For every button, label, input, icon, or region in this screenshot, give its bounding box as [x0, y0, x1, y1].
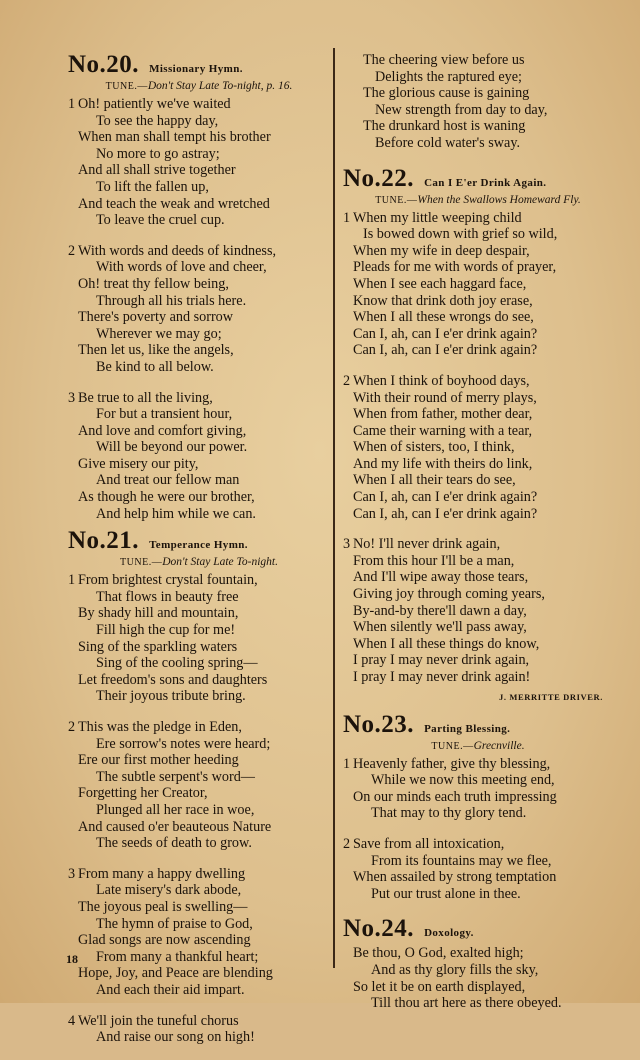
- column-divider: [333, 48, 335, 968]
- tune-line: [343, 740, 613, 752]
- verse-line: When man shall tempt his brother: [78, 129, 271, 146]
- verse-line: When assailed by strong temptation: [353, 869, 557, 886]
- verse-line: When silently we'll pass away,: [353, 619, 527, 636]
- verse-line: Wherever we may go;: [96, 325, 222, 342]
- verse-line: When I all these things do know,: [353, 635, 540, 652]
- hymn-number: No.21.: [68, 527, 140, 555]
- verse-line: 3 Be true to all the living,: [68, 389, 213, 406]
- verse-line: The seeds of death to grow.: [96, 835, 252, 852]
- verse-line: No more to go astray;: [96, 145, 220, 162]
- verse-line: By-and-by there'll dawn a day,: [353, 602, 527, 619]
- verse-line: 2 When I think of boyhood days,: [343, 372, 530, 389]
- verse-line: And raise our song on high!: [96, 1029, 255, 1046]
- verse-line: The drunkard host is waning: [363, 118, 526, 135]
- hymn-header: [343, 712, 613, 737]
- verse-line: That flows in beauty free: [96, 588, 239, 605]
- verse-line: From its fountains may we flee,: [371, 852, 552, 869]
- hymn-header: [68, 528, 330, 553]
- verse: [68, 96, 330, 229]
- verse: [68, 719, 330, 852]
- hymn-20: [68, 52, 330, 522]
- verse-line: Be thou, O God, exalted high;: [353, 945, 524, 962]
- verse-number: 3: [68, 865, 76, 882]
- verse-line: There's poverty and sorrow: [78, 309, 234, 326]
- tune-name: Don't Stay Late To-night.: [162, 556, 278, 569]
- verse-line: And I'll wipe away those tears,: [353, 569, 529, 586]
- verse: [68, 243, 330, 376]
- verse-line: The joyous peal is swelling—: [78, 898, 248, 915]
- verse-line: When I all their tears do see,: [353, 472, 516, 489]
- hymn-24: [343, 916, 613, 1011]
- verse-line: Glad songs are now ascending: [78, 932, 251, 949]
- verse-number: 2: [343, 372, 351, 389]
- verse-line: To leave the cruel cup.: [96, 212, 225, 229]
- verse: [68, 390, 330, 523]
- verse-line: The cheering view before us: [363, 52, 525, 68]
- verse: [68, 572, 330, 705]
- verse-line: When I all these wrongs do see,: [353, 309, 534, 326]
- verse-number: 1: [68, 96, 76, 112]
- verse-line: Plunged all her race in woe,: [96, 801, 255, 818]
- verse-line: 2 Save from all intoxication,: [343, 835, 505, 852]
- verse-line: That may to thy glory tend.: [371, 805, 527, 822]
- verse-line: And love and comfort giving,: [78, 422, 247, 439]
- page-number: 18: [66, 952, 78, 966]
- verse-line: Till thou art here as there obeyed.: [371, 995, 562, 1012]
- verse-line: Before cold water's sway.: [375, 134, 521, 151]
- verse: [68, 866, 330, 999]
- verse: [343, 373, 613, 522]
- verse-line: 2 With words and deeds of kindness,: [68, 242, 277, 259]
- verse-line: Sing of the cooling spring—: [96, 655, 258, 672]
- verse-number: 3: [343, 536, 351, 553]
- verse-line: The hymn of praise to God,: [96, 915, 253, 932]
- verse-line: And each their aid impart.: [96, 981, 245, 998]
- verse-line: Can I, ah, can I e'er drink again?: [353, 489, 538, 506]
- verse-line: From this hour I'll be a man,: [353, 552, 515, 569]
- verse-line: The glorious cause is gaining: [363, 85, 530, 102]
- verse-line: 3 No! I'll never drink again,: [343, 536, 501, 553]
- verse-line: And help him while we can.: [96, 505, 256, 522]
- verse-line: When from father, mother dear,: [353, 406, 533, 423]
- tune-label: TUNE.—: [431, 740, 474, 752]
- hymn-23: [343, 712, 613, 903]
- tune-line: [68, 556, 330, 568]
- verse-line: 3 From many a happy dwelling: [68, 865, 246, 882]
- tune-name: Grecnville.: [473, 739, 525, 752]
- verse-line: And caused o'er beauteous Nature: [78, 818, 272, 835]
- hymn-header: [343, 916, 613, 941]
- verse-number: 2: [343, 835, 351, 852]
- tune-name: When the Swallows Homeward Fly.: [417, 193, 581, 206]
- verse-line: As though he were our brother,: [78, 489, 255, 506]
- verse-number: 4: [68, 1012, 76, 1029]
- verse-line: Fill high the cup for me!: [96, 622, 236, 639]
- verse: [343, 536, 613, 685]
- verse-line: The subtle serpent's word—: [96, 768, 255, 785]
- verse-line: 1 Heavenly father, give thy blessing,: [343, 755, 551, 772]
- verse-line: I pray I may never drink again!: [353, 669, 531, 685]
- verse-line: Giving joy through coming years,: [353, 586, 545, 603]
- verse-line: And all shall strive together: [78, 162, 236, 179]
- verse: [343, 836, 613, 902]
- verse-line: Let freedom's sons and daughters: [78, 671, 268, 688]
- left-column: [68, 52, 330, 1060]
- verse-line: When of sisters, too, I think,: [353, 439, 515, 456]
- tune-name: Don't Stay Late To-night, p. 16.: [147, 80, 293, 92]
- verse-line: Can I, ah, can I e'er drink again?: [353, 342, 538, 359]
- verse-line: When I see each haggard face,: [353, 275, 527, 292]
- verse-number: 3: [68, 389, 76, 406]
- verse-line: Late misery's dark abode,: [96, 882, 242, 899]
- hymn-number: No.24.: [343, 915, 415, 943]
- verse-line: Give misery our pity,: [78, 455, 199, 472]
- verse-line: Their joyous tribute bring.: [96, 688, 246, 705]
- verse-line: To see the happy day,: [96, 112, 219, 129]
- verse-line: Ere our first mother heeding: [78, 752, 239, 769]
- hymn-header: [68, 52, 330, 77]
- verse-line: Then let us, like the angels,: [78, 342, 234, 359]
- verse-line: For but a transient hour,: [96, 406, 233, 423]
- verse-line: I pray I may never drink again,: [353, 652, 530, 669]
- hymn-21: [68, 528, 330, 1045]
- verse-line: Can I, ah, can I e'er drink again?: [353, 505, 538, 522]
- verse-line: From many a thankful heart;: [96, 948, 259, 965]
- verse-line: Is bowed down with grief so wild,: [363, 226, 558, 243]
- hymn-author: J. MERRITTE DRIVER.: [499, 691, 603, 702]
- verse-line: To lift the fallen up,: [96, 178, 209, 195]
- verse-line: With words of love and cheer,: [96, 259, 267, 276]
- hymn-title: Doxology.: [424, 927, 474, 940]
- hymn-number: No.22.: [343, 164, 415, 192]
- hymn-header: [343, 166, 613, 191]
- verse-line: Ere sorrow's notes were heard;: [96, 735, 271, 752]
- verse-line: On our minds each truth impressing: [353, 788, 557, 805]
- verse-line: With their round of merry plays,: [353, 389, 537, 406]
- hymn-22: [343, 166, 613, 702]
- verse-line: And treat our fellow man: [96, 472, 240, 489]
- verse-line: 1 From brightest crystal fountain,: [68, 572, 258, 589]
- hymn-title: Temperance Hymn.: [149, 539, 248, 552]
- verse-line: By shady hill and mountain,: [78, 605, 239, 622]
- verse-line: 2 This was the pledge in Eden,: [68, 719, 242, 735]
- verse: [68, 1013, 330, 1046]
- verse-continuation: [343, 52, 613, 152]
- verse-line: 1 When my little weeping child: [343, 209, 522, 226]
- tune-line: [343, 194, 613, 206]
- verse-line: Hope, Joy, and Peace are blending: [78, 965, 273, 982]
- hymn-title: Parting Blessing.: [424, 722, 511, 735]
- verse-number: 2: [68, 242, 76, 259]
- hymn-number: No.23.: [343, 710, 415, 738]
- hymn-number: No.20.: [68, 51, 140, 78]
- tune-label: TUNE.—: [120, 557, 163, 569]
- verse-line: So let it be on earth displayed,: [353, 978, 526, 995]
- tune-label: TUNE.—: [105, 81, 148, 92]
- verse-number: 1: [68, 572, 76, 589]
- tune-line: [68, 80, 330, 92]
- verse-line: Through all his trials here.: [96, 292, 247, 309]
- verse-number: 2: [68, 719, 76, 735]
- verse: [343, 945, 613, 1011]
- verse-line: Be kind to all below.: [96, 358, 214, 375]
- verse-line: And as thy glory fills the sky,: [371, 961, 539, 978]
- verse-line: Pleads for me with words of prayer,: [353, 259, 557, 276]
- hymn-title: Can I E'er Drink Again.: [424, 176, 547, 189]
- verse-line: 1 Oh! patiently we've waited: [68, 96, 231, 112]
- verse-line: New strength from day to day,: [375, 101, 548, 118]
- verse-line: Will be beyond our power.: [96, 439, 248, 456]
- verse-line: Know that drink doth joy erase,: [353, 292, 533, 309]
- tune-label: TUNE.—: [375, 194, 418, 206]
- hymn-title: Missionary Hymn.: [149, 63, 243, 75]
- verse-line: Can I, ah, can I e'er drink again?: [353, 325, 538, 342]
- verse-line: And teach the weak and wretched: [78, 195, 270, 212]
- verse-line: Sing of the sparkling waters: [78, 638, 238, 655]
- verse-line: While we now this meeting end,: [371, 772, 555, 789]
- right-column: [343, 52, 613, 1026]
- verse-line: Put our trust alone in thee.: [371, 885, 521, 902]
- verse-number: 1: [343, 209, 351, 226]
- verse-line: 4 We'll join the tuneful chorus: [68, 1012, 239, 1029]
- verse-line: When my wife in deep despair,: [353, 242, 530, 259]
- verse: [343, 210, 613, 359]
- verse: [343, 756, 613, 822]
- verse-line: Oh! treat thy fellow being,: [78, 275, 229, 292]
- verse-line: Forgetting her Creator,: [78, 785, 208, 802]
- verse-line: Delights the raptured eye;: [375, 68, 522, 85]
- verse-line: Came their warning with a tear,: [353, 422, 533, 439]
- verse-line: And my life with theirs do link,: [353, 455, 533, 472]
- verse-number: 1: [343, 755, 351, 772]
